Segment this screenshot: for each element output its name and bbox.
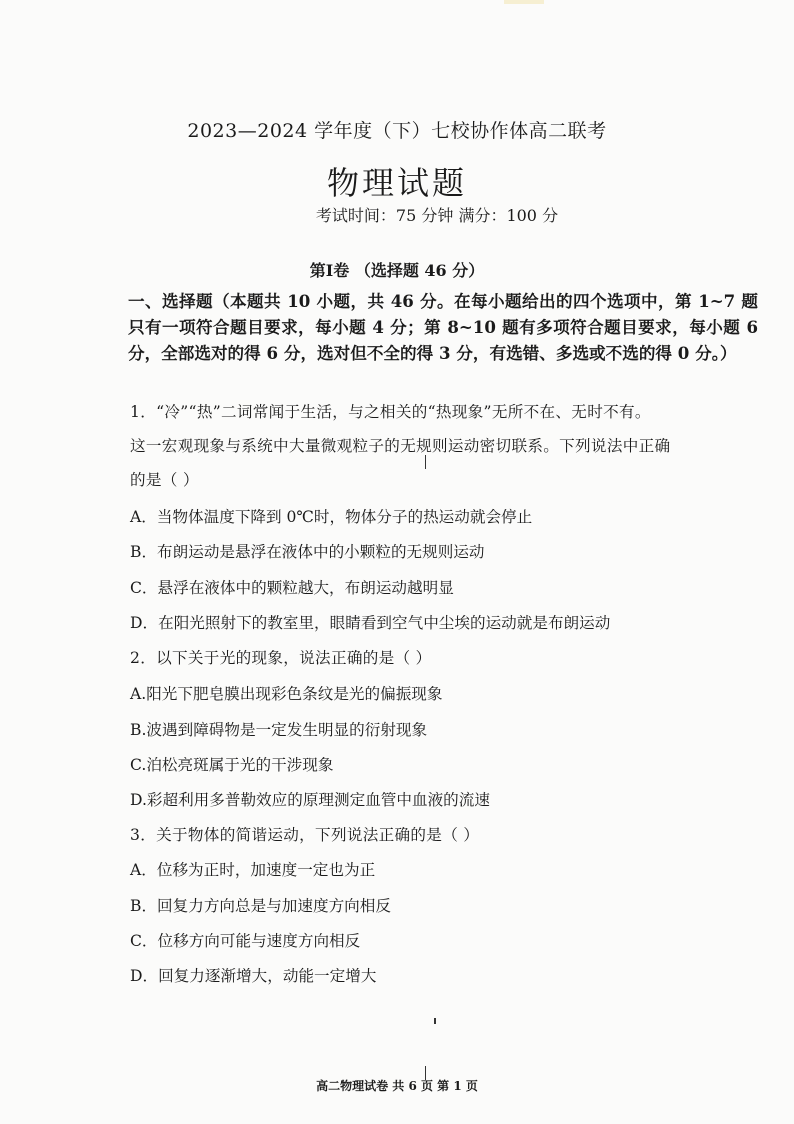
question-1-option-b: B．布朗运动是悬浮在液体中的小颗粒的无规则运动 xyxy=(130,543,485,561)
question-3-option-a: A．位移为正时，加速度一定也为正 xyxy=(130,861,376,879)
page-footer: 高二物理试卷 共 6 页 第 1 页 xyxy=(316,1079,478,1093)
question-3-stem: 3．关于物体的简谐运动，下列说法正确的是（ ） xyxy=(130,826,480,844)
question-1-stem-line-1: 1．“冷”“热”二词常闻于生活，与之相关的“热现象”无所不在、无时不有。 xyxy=(130,403,651,421)
exam-info: 考试时间：75 分钟 满分：100 分 xyxy=(315,206,559,225)
question-3-option-c: C．位移方向可能与速度方向相反 xyxy=(130,932,361,950)
question-1-option-a: A．当物体温度下降到 0℃时，物体分子的热运动就会停止 xyxy=(130,508,533,526)
question-2-option-c: C.泊松亮斑属于光的干涉现象 xyxy=(130,756,334,774)
scan-mark xyxy=(434,1018,436,1024)
question-1-option-d: D．在阳光照射下的教室里，眼睛看到空气中尘埃的运动就是布朗运动 xyxy=(130,614,611,632)
volume-heading: 第Ⅰ卷 （选择题 46 分） xyxy=(309,261,485,280)
question-2-option-d: D.彩超利用多普勒效应的原理测定血管中血液的流速 xyxy=(130,791,490,809)
question-1-option-c: C．悬浮在液体中的颗粒越大，布朗运动越明显 xyxy=(130,579,454,597)
question-2-stem: 2．以下关于光的现象，说法正确的是（ ） xyxy=(130,649,432,667)
question-1-stem-line-3: 的是（ ） xyxy=(130,471,199,489)
question-2-option-b: B.波遇到障碍物是一定发生明显的衍射现象 xyxy=(130,721,428,739)
question-3-option-d: D．回复力逐渐增大，动能一定增大 xyxy=(130,967,377,985)
scan-smudge xyxy=(504,0,544,4)
exam-title: 2023—2024 学年度（下）七校协作体高二联考 xyxy=(187,120,607,142)
question-3-option-b: B．回复力方向总是与加速度方向相反 xyxy=(130,897,391,915)
subject-title: 物理试题 xyxy=(326,164,467,202)
question-1-stem-line-2: 这一宏观现象与系统中大量微观粒子的无规则运动密切联系。下列说法中正确 xyxy=(130,437,671,455)
question-2-option-a: A.阳光下肥皂膜出现彩色条纹是光的偏振现象 xyxy=(130,685,443,703)
section-heading: 一、选择题（本题共 10 小题，共 46 分。在每小题给出的四个选项中，第 1~7 题只有一项符合题目要求，每小题 4 分；第 8~10 题有多项符合题目要求，每小题 6 分，全部选对的得 6 分，选对但不全的得 3 分，有选错、多选或不选的得 0 分。） xyxy=(128,291,758,363)
scan-mark xyxy=(425,455,426,469)
